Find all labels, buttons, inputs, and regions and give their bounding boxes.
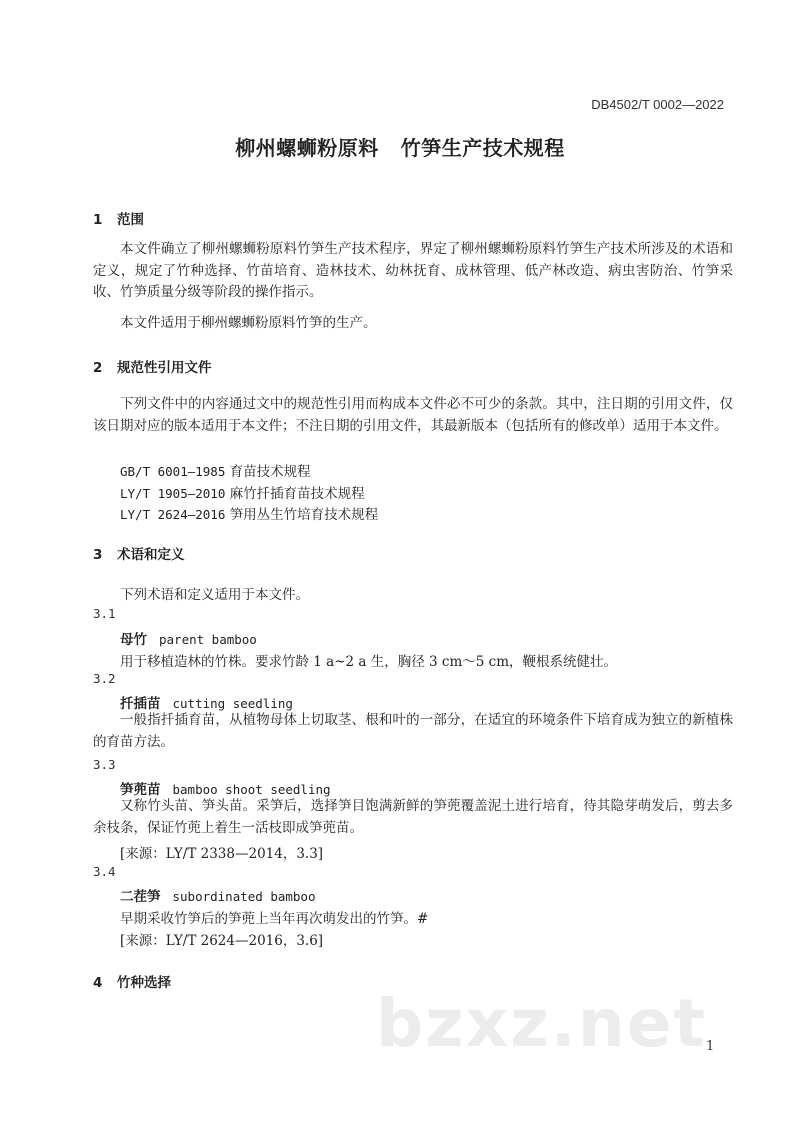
document-code: DB4502/T 0002—2022: [591, 97, 724, 112]
section-number: 2: [93, 360, 103, 376]
reference-title: 麻竹扦插育苗技术规程: [229, 486, 365, 502]
term-number: 3.2: [93, 671, 116, 686]
reference-title: 育苗技术规程: [229, 464, 311, 480]
watermark: bzxz.net: [376, 985, 708, 1062]
section-title: 范围: [117, 212, 144, 228]
page-number: 1: [706, 1039, 715, 1054]
section-title: 规范性引用文件: [117, 360, 212, 376]
reference-code: LY/T 2624—2016: [120, 507, 226, 522]
document-title: [0, 132, 800, 161]
term-english: subordinated bamboo: [172, 889, 316, 904]
term-chinese: 扦插苗: [120, 696, 161, 712]
term-number: 3.4: [93, 864, 116, 879]
term-chinese: 二茬笋: [120, 889, 161, 905]
term-heading: [120, 692, 293, 712]
title-part2: 竹笋生产技术规程: [400, 136, 565, 160]
term-definition: 早期采收竹笋后的笋蔸上当年再次萌发出的竹笋。#: [120, 911, 429, 927]
section-number: 4: [93, 975, 103, 991]
section-number: 3: [93, 547, 103, 563]
section-3-heading: [93, 543, 185, 563]
term-source: [来源：LY/T 2338—2014，3.3]: [120, 846, 324, 862]
term-english: cutting seedling: [172, 696, 293, 711]
title-part1: 柳州螺蛳粉原料: [235, 136, 379, 160]
section-2-heading: [93, 356, 212, 376]
term-chinese: 母竹: [120, 632, 147, 648]
term-definition: 又称竹头苗、笋头苗。采笋后，选择笋目饱满新鲜的笋蔸覆盖泥土进行培育，待其隐芽萌发后，剪去多余枝条，保证竹蔸上着生一活枝即成笋蔸苗。: [93, 798, 733, 836]
term-number: 3.3: [93, 757, 116, 772]
term-definition: 用于移植造林的竹株。要求竹龄 1 a~2 a 生，胸径 3 cm～5 cm，鞭根系统健壮。: [120, 654, 618, 670]
section-4-heading: [93, 971, 171, 991]
section-number: 1: [93, 212, 103, 228]
reference-item: [120, 460, 311, 480]
terms-intro: 下列术语和定义适用于本文件。: [120, 587, 309, 603]
term-heading: [120, 885, 316, 905]
reference-item: [120, 503, 378, 523]
term-english: bamboo shoot seedling: [172, 782, 331, 797]
normative-refs-paragraph: 下列文件中的内容通过文中的规范性引用而构成本文件必不可少的条款。其中，注日期的引用文件，仅该日期对应的版本适用于本文件；不注日期的引用文件，其最新版本（包括所有的修改单）适用于本文件。: [93, 396, 733, 434]
term-number: 3.1: [93, 606, 116, 621]
reference-title: 笋用丛生竹培育技术规程: [229, 507, 379, 523]
scope-applicability: 本文件适用于柳州螺蛳粉原料竹笋的生产。: [120, 315, 377, 331]
term-english: parent bamboo: [159, 632, 257, 647]
reference-code: GB/T 6001—1985: [120, 464, 226, 479]
term-heading: [120, 628, 257, 648]
section-title: 竹种选择: [117, 975, 171, 991]
reference-item: [120, 482, 365, 502]
term-chinese: 笋蔸苗: [120, 782, 161, 798]
term-definition: 一般指扦插育苗，从植物母体上切取茎、根和叶的一部分，在适宜的环境条件下培育成为独立的新植株的育苗方法。: [93, 712, 733, 750]
scope-paragraph: 本文件确立了柳州螺蛳粉原料竹笋生产技术程序，界定了柳州螺蛳粉原料竹笋生产技术所涉及的术语和定义，规定了竹种选择、竹苗培育、造林技术、幼林抚育、成林管理、低产林改造、病虫害防治、竹笋采收、竹笋质量分级等阶段的操作指示。: [93, 241, 733, 300]
section-title: 术语和定义: [117, 547, 185, 563]
reference-code: LY/T 1905—2010: [120, 486, 226, 501]
term-source: [来源：LY/T 2624—2016，3.6]: [120, 933, 324, 949]
term-heading: [120, 778, 331, 798]
section-1-heading: [93, 208, 144, 228]
